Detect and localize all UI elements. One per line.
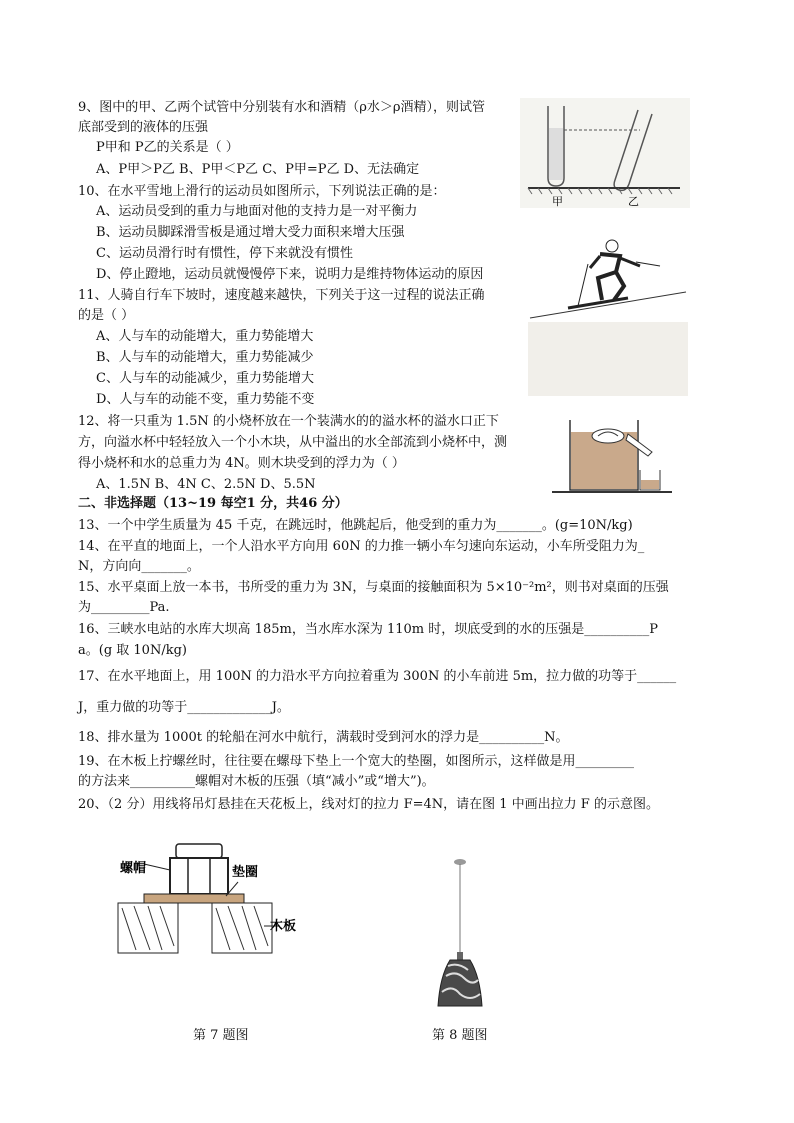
nut	[170, 858, 228, 894]
bolt-top	[176, 844, 222, 858]
fig7-caption: 第 7 题图	[193, 1028, 249, 1043]
q12-options: A、1.5N B、4N C、2.5N D、5.5N	[96, 477, 316, 492]
q16-line2: a。(g 取 10N/kg)	[78, 643, 187, 658]
overflow-cup-figure	[548, 410, 678, 498]
wood-block	[592, 429, 624, 443]
washer	[144, 894, 244, 903]
q18: 18、排水量为 1000t 的轮船在河水中航行，满载时受到河水的浮力是__________N。	[78, 730, 569, 745]
q19-line1: 19、在木板上拧螺丝时，往往要在螺母下垫上一个宽大的垫圈，如图所示，这样做是用_________	[78, 754, 635, 769]
q16-line1: 16、三峡水电站的水库大坝高 185m，当水库水深为 110m 时，坝底受到的水的压强是__________P	[78, 622, 658, 637]
q19-line2: 的方法来__________螺帽对木板的压强（填“减小”或“增大”)。	[78, 774, 435, 789]
q15-line1: 15、水平桌面上放一本书，书所受的重力为 3N，与桌面的接触面积为 5×10⁻²m²，则书对桌面的压强	[78, 580, 669, 595]
fig8-caption: 第 8 题图	[432, 1028, 488, 1043]
q10-option-c: C、运动员滑行时有惯性，停下来就没有惯性	[96, 246, 353, 261]
label-yi: 乙	[628, 195, 639, 208]
faded-image	[528, 322, 688, 396]
q13: 13、一个中学生质量为 45 千克，在跳远时，他跳起后，他受到的重力为_______。(g=10N/kg)	[78, 518, 633, 533]
q11-line1: 11、人骑自行车下坡时，速度越来越快，下列关于这一过程的说法正确	[78, 288, 485, 303]
skier-arms	[590, 256, 640, 268]
pole-left	[578, 264, 588, 306]
skier-figure	[528, 226, 688, 322]
q9-line1: 9、图中的甲、乙两个试管中分别装有水和酒精（ρ水＞ρ酒精），则试管	[78, 100, 486, 115]
q10-option-d: D、停止蹬地，运动员就慢慢停下来，说明力是维持物体运动的原因	[96, 267, 484, 282]
pointer-nut	[144, 864, 170, 870]
q14-line2: N，方向向_______。	[78, 559, 200, 574]
q14-line1: 14、在平直的地面上，一个人沿水平方向用 60N 的力推一辆小车匀速向东运动，小车所受阻力为_	[78, 539, 645, 554]
slope-line	[530, 292, 686, 318]
q10-option-a: A、运动员受到的重力与地面对他的支持力是一对平衡力	[96, 204, 418, 219]
q11-line2: 的是（ ）	[78, 308, 135, 323]
lamp-socket	[457, 952, 463, 960]
skier-head	[606, 240, 618, 252]
q9-line3: P甲和 P乙的关系是（ ）	[96, 140, 239, 155]
test-tube-figure	[520, 98, 690, 208]
q20: 20、（2 分）用线将吊灯悬挂在天花板上，线对灯的拉力 F=4N，请在图 1 中画出拉力 F 的示意图。	[78, 797, 659, 812]
q10-stem: 10、在水平雪地上滑行的运动员如图所示，下列说法正确的是：	[78, 184, 446, 199]
q17-line2: J，重力做的功等于_____________J。	[78, 700, 290, 715]
hanging-lamp-figure	[430, 858, 490, 1012]
q9-options: A、P甲＞P乙 B、P甲＜P乙 C、P甲=P乙 D、无法确定	[96, 162, 420, 177]
q10-option-b: B、运动员脚踩滑雪板是通过增大受力面积来增大压强	[96, 225, 405, 240]
q15-line2: 为_________Pa.	[78, 600, 170, 615]
q12-line3: 得小烧杯和水的总重力为 4N。则木块受到的浮力为（ ）	[78, 456, 405, 471]
q11-option-a: A、人与车的动能增大，重力势能增大	[96, 329, 314, 344]
beaker-water	[641, 480, 659, 489]
water	[549, 128, 563, 180]
q12-line2: 方，向溢水杯中轻轻放入一个小木块，从中溢出的水全部流到小烧杯中，测	[78, 435, 508, 450]
section-2-heading: 二、非选择题（13~19 每空1 分，共46 分）	[78, 496, 348, 511]
nut-washer-figure	[100, 842, 310, 960]
label-nut: 螺帽	[120, 861, 147, 876]
q17-line1: 17、在水平地面上，用 100N 的力沿水平方向拉着重为 300N 的小车前进 5m，拉力做的功等于______	[78, 669, 677, 684]
q12-line1: 12、将一只重为 1.5N 的小烧杯放在一个装满水的的溢水杯的溢水口正下	[78, 414, 499, 429]
q9-line2: 底部受到的液体的压强	[78, 120, 209, 135]
q11-option-c: C、人与车的动能减少，重力势能增大	[96, 371, 314, 386]
label-board: 木板	[270, 919, 297, 934]
label-jia: 甲	[552, 195, 563, 208]
q11-option-b: B、人与车的动能增大，重力势能减少	[96, 350, 314, 365]
label-washer: 垫圈	[232, 865, 259, 880]
skier-body	[598, 254, 624, 300]
q11-option-d: D、人与车的动能不变，重力势能不变	[96, 392, 315, 407]
